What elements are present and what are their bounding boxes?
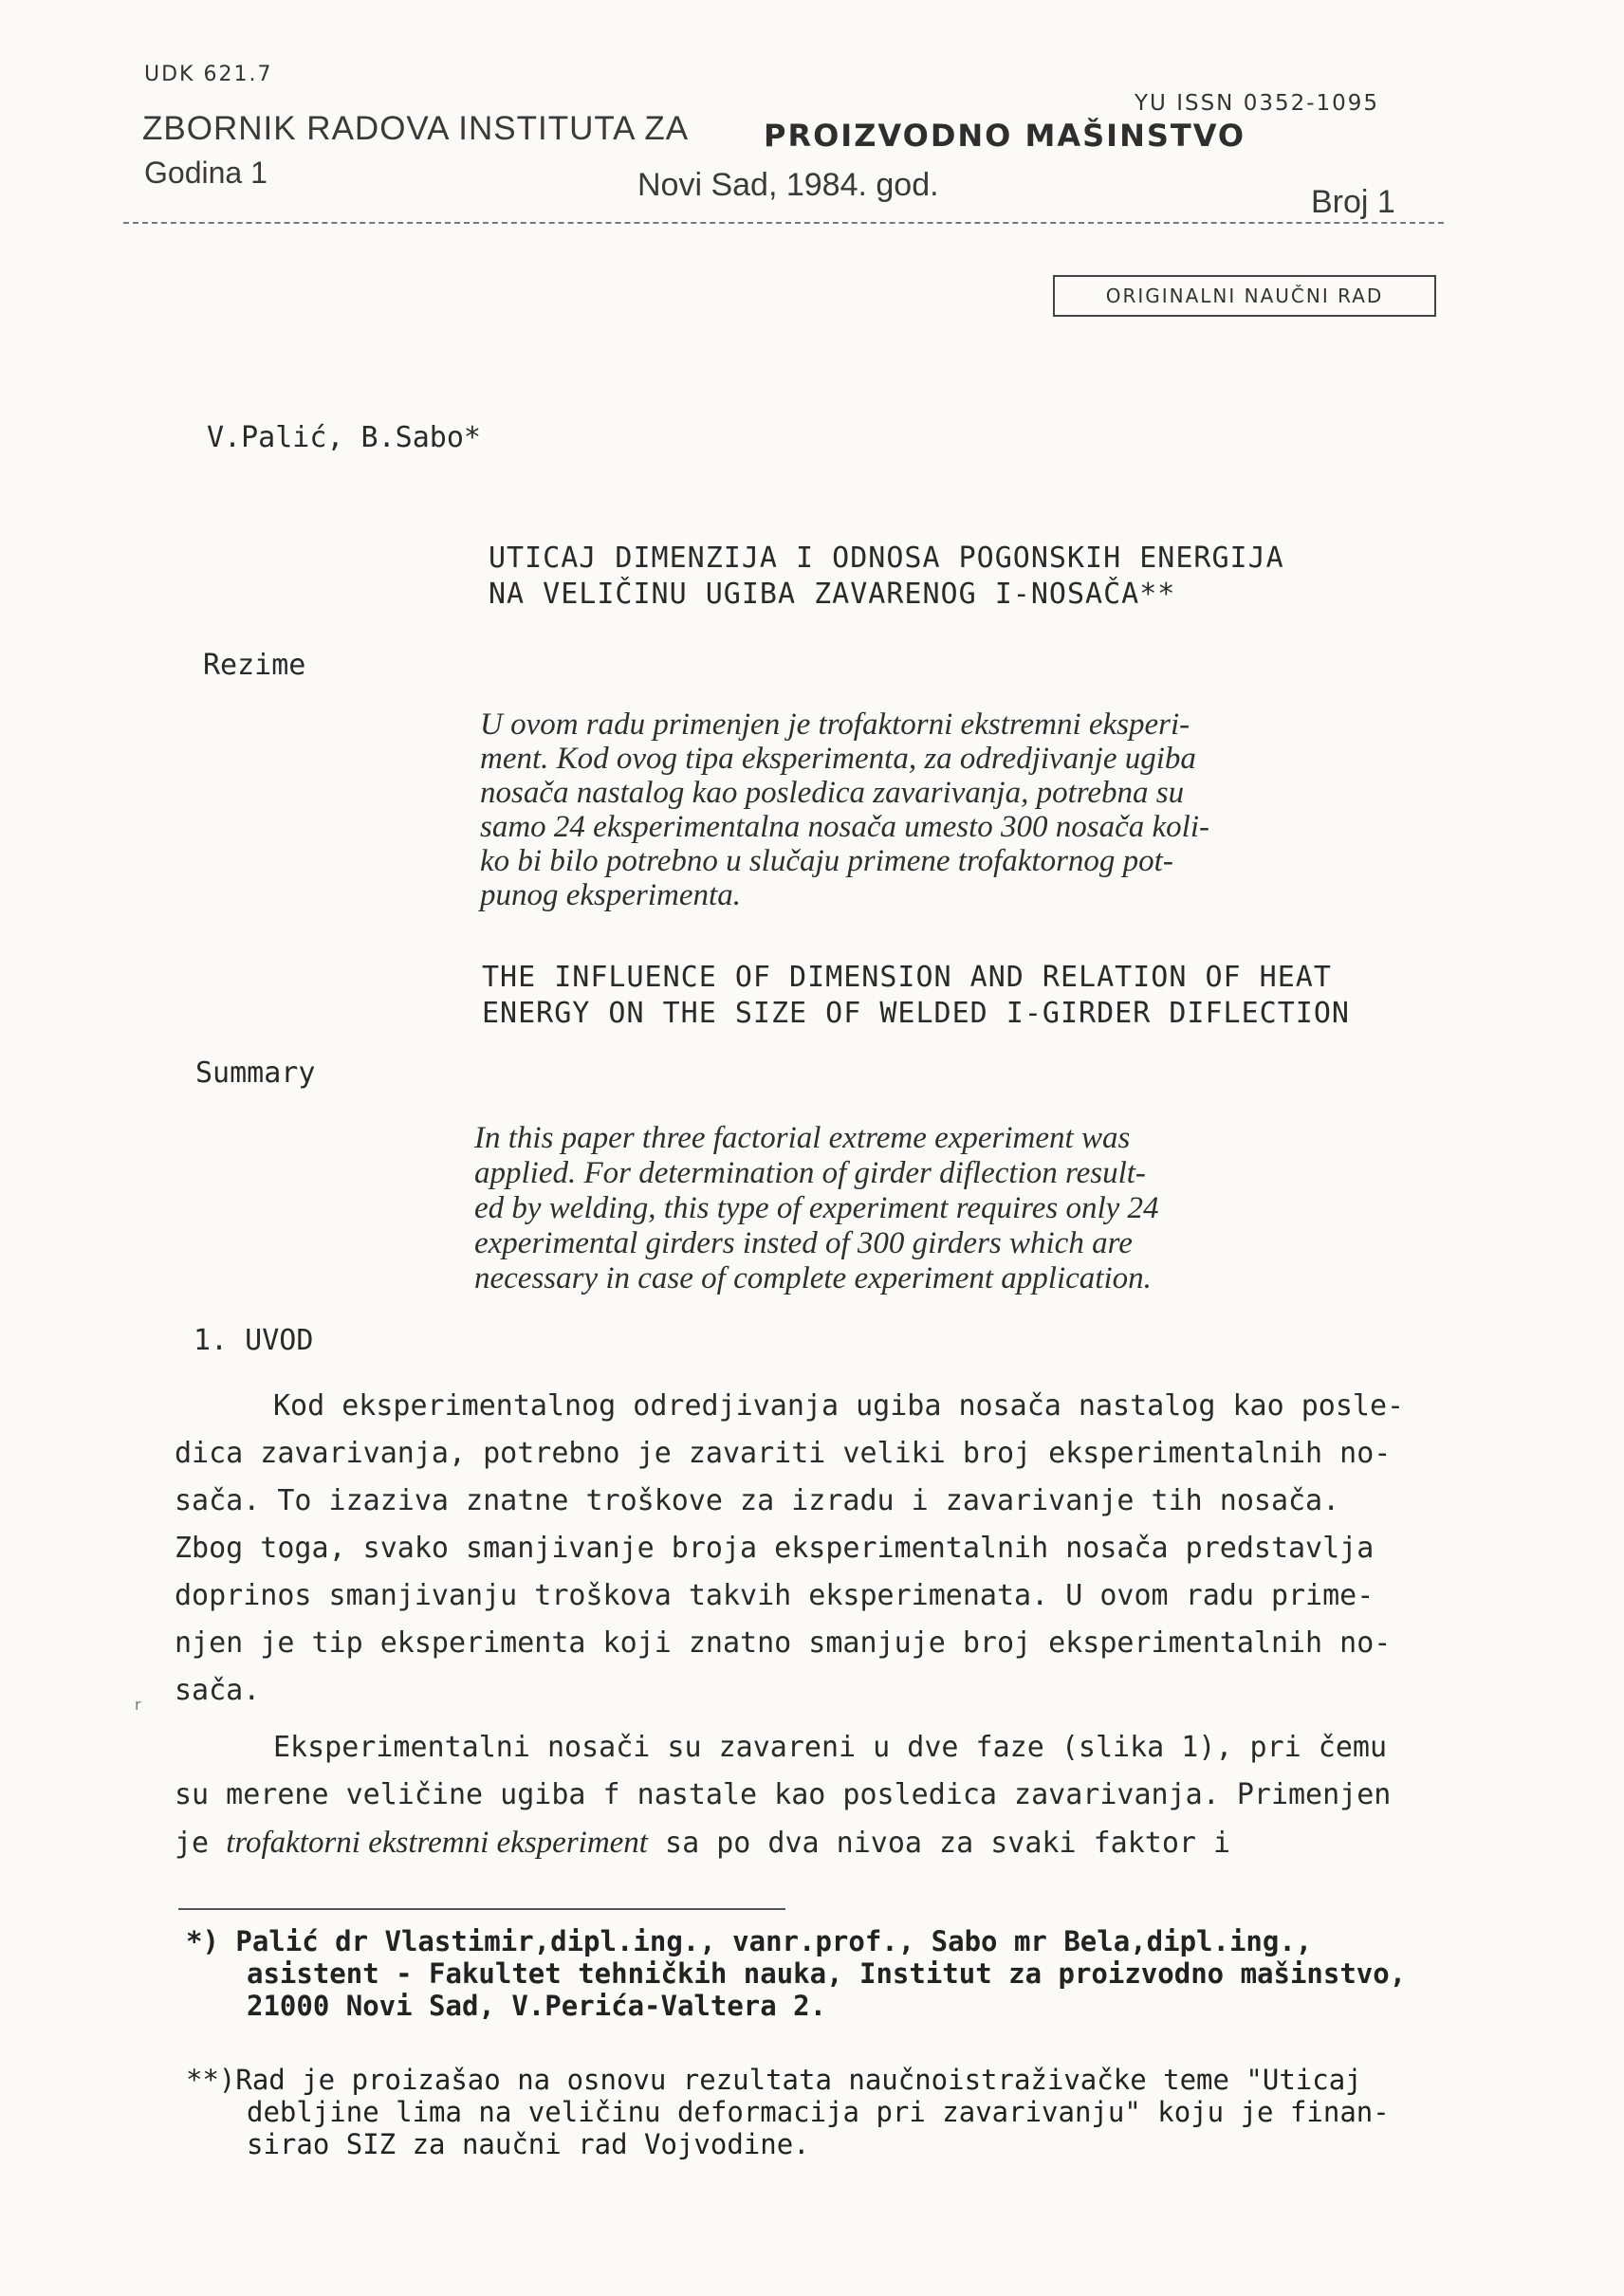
udk-code: UDK 621.7 [144,63,273,86]
title-serbian-line: UTICAJ DIMENZIJA I ODNOSA POGONSKIH ENERGIJA [489,542,1284,575]
body-line: Zbog toga, svako smanjivanje broja eksperimentalnih nosača predstavlja [175,1532,1375,1565]
abstract-line: ment. Kod ovog tipa eksperimenta, za odredjivanje ugiba [480,742,1196,776]
body-line: Kod eksperimentalnog odredjivanja ugiba nosača nastalog kao posle- [273,1389,1405,1423]
abstract-line: applied. For determination of girder diflection result- [474,1156,1146,1190]
footnote-line: 21000 Novi Sad, V.Perića-Valtera 2. [247,1990,827,2022]
body-line: njen je tip eksperimenta koji znatno smanjuje broj eksperimentalnih no- [175,1626,1392,1660]
abstract-line: ed by welding, this type of experiment requires only 24 [474,1191,1159,1225]
body-line: su merene veličine ugiba f nastale kao posledica zavarivanja. Primenjen [175,1778,1392,1811]
abstract-line: In this paper three factorial extreme experiment was [474,1121,1131,1155]
footnote-funding [186,2064,1390,2160]
publication-place-date: Novi Sad, 1984. god. [637,167,939,203]
paper-type-badge: ORIGINALNI NAUČNI RAD [1053,275,1436,317]
footnote-line: **)Rad je proizašao na osnovu rezultata naučnoistraživačke teme "Uticaj [186,2064,1362,2096]
body-line: Eksperimentalni nosači su zavareni u dve faze (slika 1), pri čemu [273,1731,1387,1764]
summary-label: Summary [195,1056,316,1090]
authors: V.Palić, B.Sabo* [207,421,481,454]
abstract-line: experimental girders insted of 300 girders which are [474,1226,1133,1260]
abstract-line: ko bi bilo potrebno u slučaju primene trofaktornog pot- [480,844,1173,878]
title-english-line: THE INFLUENCE OF DIMENSION AND RELATION OF HEAT [482,961,1332,994]
title-serbian [489,541,1284,613]
footnote-rule [178,1908,785,1910]
abstract-line: punog eksperimenta. [480,878,741,912]
body-text-run: sa po dva nivoa za svaki faktor i [647,1827,1231,1860]
margin-mark: r [135,1696,141,1714]
abstract-line: nosača nastalog kao posledica zavarivanja, potrebna su [480,776,1185,810]
footnote-line: *) Palić dr Vlastimir,dipl.ing., vanr.prof., Sabo mr Bela,dipl.ing., [186,1925,1313,1957]
body-line: dica zavarivanja, potrebno je zavariti veliki broj eksperimentalnih no- [175,1437,1392,1470]
journal-title-emphasis: PROIZVODNO MAŠINSTVO [764,118,1246,154]
title-english-line: ENERGY ON THE SIZE OF WELDED I-GIRDER DIFLECTION [482,997,1350,1030]
abstract-serbian [480,707,1209,912]
section-heading: 1. UVOD [194,1324,314,1357]
body-line [175,1819,1404,1867]
abstract-line: samo 24 eksperimentalna nosača umesto 300 nosača koli- [480,810,1209,844]
body-text-run: je [175,1827,227,1860]
footnote-line: asistent - Fakultet tehničkih nauka, Institut za proizvodno mašinstvo, [247,1957,1407,1990]
footnote-authors [186,1925,1406,2022]
emphasized-term: trofaktorni ekstremni eksperiment [226,1826,648,1860]
footnote-line: sirao SIZ za naučni rad Vojvodine. [247,2128,810,2160]
header-rule [123,222,1444,224]
body-line: sača. To izaziva znatne troškove za izradu i zavarivanje tih nosača. [175,1484,1340,1517]
abstract-line: necessary in case of complete experiment application. [474,1261,1152,1295]
title-serbian-line: NA VELIČINU UGIBA ZAVARENOG I-NOSAČA** [489,578,1176,611]
body-text [175,1383,1404,1867]
issn-number: YU ISSN 0352-1095 [1135,91,1380,116]
rezime-label: Rezime [203,649,306,682]
footnote-line: debljine lima na veličinu deformacija pri zavarivanju" koju je finan- [247,2096,1390,2128]
title-english [482,960,1350,1032]
journal-title: ZBORNIK RADOVA INSTITUTA ZA [142,110,690,147]
issue-number: Broj 1 [1311,184,1395,220]
abstract-line: U ovom radu primenjen je trofaktorni ekstremni eksperi- [480,707,1190,742]
body-line: doprinos smanjivanju troškova takvih eksperimenata. U ovom radu prime- [175,1579,1375,1612]
volume-year: Godina 1 [144,156,268,190]
abstract-english [474,1121,1159,1296]
body-line: sača. [175,1674,261,1707]
